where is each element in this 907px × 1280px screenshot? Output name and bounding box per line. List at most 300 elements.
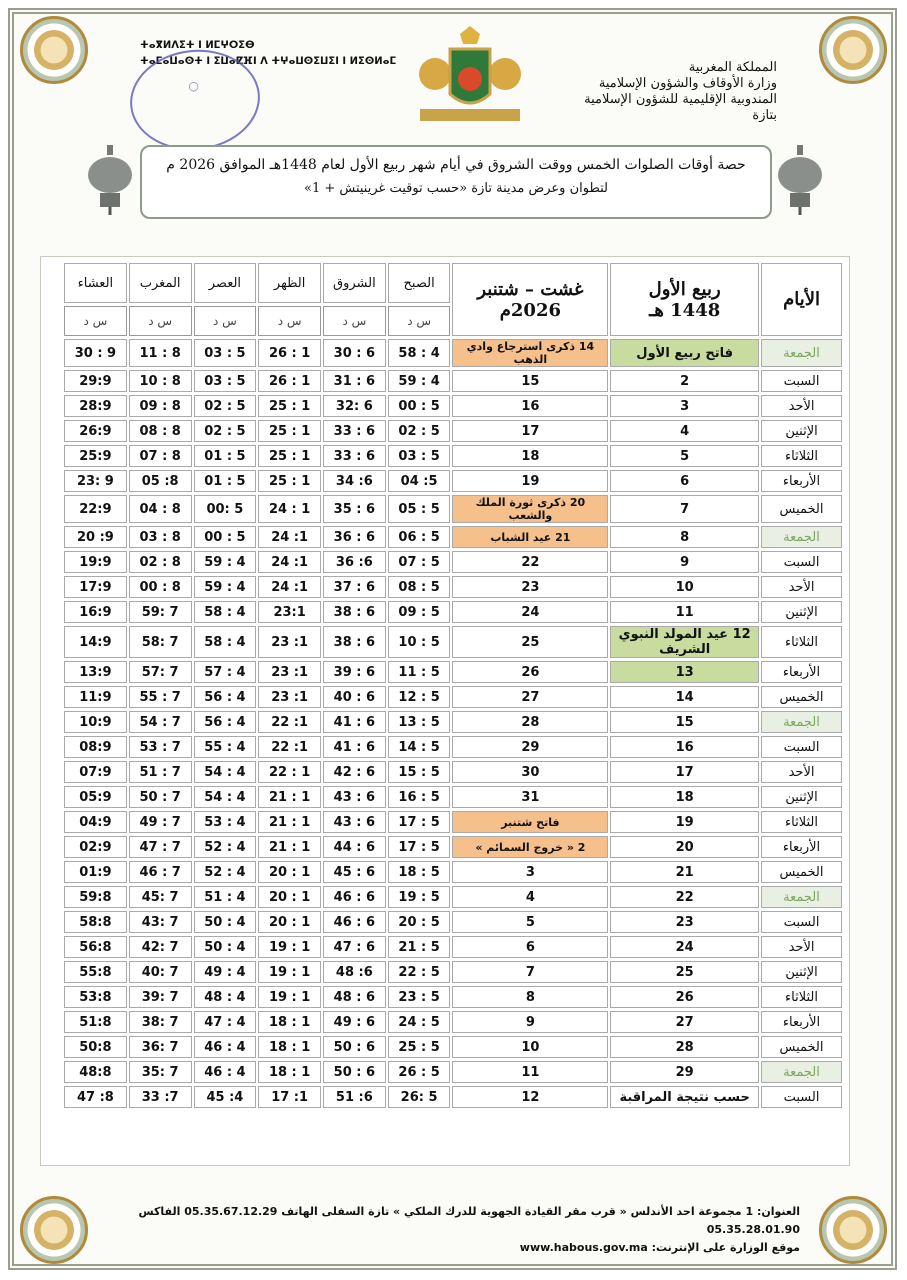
- isha-time-cell: 25:9: [64, 445, 127, 467]
- lantern-icon: [775, 145, 825, 215]
- day-cell: الأحد: [761, 395, 842, 417]
- table-row: [64, 1011, 842, 1033]
- day-cell: الخميس: [761, 686, 842, 708]
- hijri-cell: 22: [610, 886, 759, 908]
- maghrib-time-cell: 33 :7: [129, 1086, 192, 1108]
- isha-time-cell: 58:8: [64, 911, 127, 933]
- gregorian-cell: 30: [452, 761, 608, 783]
- fajr-time-cell: 17 : 5: [388, 811, 451, 833]
- gregorian-cell: 7: [452, 961, 608, 983]
- gregorian-cell: 11: [452, 1061, 608, 1083]
- shuruq-time-cell: 48 : 6: [323, 986, 386, 1008]
- shuruq-time-cell: 41 : 6: [323, 736, 386, 758]
- day-cell: الأربعاء: [761, 836, 842, 858]
- asr-time-cell: 02 : 5: [194, 395, 257, 417]
- day-cell: الأربعاء: [761, 1011, 842, 1033]
- header-hijri: [610, 263, 759, 336]
- asr-time-cell: 02 : 5: [194, 420, 257, 442]
- maghrib-time-cell: 07 : 8: [129, 445, 192, 467]
- shuruq-time-cell: 48 :6: [323, 961, 386, 983]
- hijri-cell: 21: [610, 861, 759, 883]
- asr-time-cell: 50 : 4: [194, 911, 257, 933]
- dhuhr-time-cell: 22 : 1: [258, 761, 321, 783]
- maghrib-time-cell: 00 : 8: [129, 576, 192, 598]
- fajr-time-cell: 13 : 5: [388, 711, 451, 733]
- shuruq-time-cell: 30 : 6: [323, 339, 386, 367]
- gregorian-cell: 23: [452, 576, 608, 598]
- hijri-cell: 12 عيد المولد النبوي الشريف: [610, 626, 759, 658]
- hijri-cell: 5: [610, 445, 759, 467]
- ministry-line: وزارة الأوقاف والشؤون الإسلامية: [598, 76, 777, 91]
- hijri-cell: 29: [610, 1061, 759, 1083]
- unit-label: س د: [388, 306, 451, 336]
- isha-time-cell: 01:9: [64, 861, 127, 883]
- dhuhr-time-cell: 18 : 1: [258, 1011, 321, 1033]
- dhuhr-time-cell: 19 : 1: [258, 961, 321, 983]
- asr-time-cell: 46 : 4: [194, 1036, 257, 1058]
- gregorian-cell: 10: [452, 1036, 608, 1058]
- hijri-cell: فاتح ربيع الأول: [610, 339, 759, 367]
- shuruq-time-cell: 38 : 6: [323, 626, 386, 658]
- isha-time-cell: 17:9: [64, 576, 127, 598]
- asr-time-cell: 54 : 4: [194, 786, 257, 808]
- footer-site-label: موقع الوزارة على الإنترنت:: [651, 1241, 800, 1254]
- hijri-cell: 19: [610, 811, 759, 833]
- asr-time-cell: 45 :4: [194, 1086, 257, 1108]
- hijri-cell: 10: [610, 576, 759, 598]
- isha-time-cell: 02:9: [64, 836, 127, 858]
- shuruq-time-cell: 33 : 6: [323, 445, 386, 467]
- maghrib-time-cell: 05 :8: [129, 470, 192, 492]
- fajr-time-cell: 09 : 5: [388, 601, 451, 623]
- day-cell: الخميس: [761, 1036, 842, 1058]
- hijri-cell: 24: [610, 936, 759, 958]
- shuruq-time-cell: 35 : 6: [323, 495, 386, 523]
- footer-website-line: [110, 1239, 800, 1257]
- table-row: [64, 370, 842, 392]
- dhuhr-time-cell: 21 : 1: [258, 836, 321, 858]
- prayer-times-table-container: [40, 256, 850, 1166]
- isha-time-cell: 56:8: [64, 936, 127, 958]
- footer-address: العنوان: 1 مجموعة احد الأندلس « قرب مقر القيادة الجهوية للدرك الملكي » تازة السفلى الهاتف 05.35.67.12.29 الفاكس 05.35.28.01.90: [138, 1205, 800, 1236]
- amazigh-line: ⵜⴰⵎⴰⵡⴰⵙⵜ ⵏ ⵉⵡⴰⵇⴼⵏ ⴷ ⵜⵖⴰⵡⵙⵉⵡⵉⵏ ⵏ ⵍⵉⵙⵍⴰⵎ: [140, 56, 397, 67]
- shuruq-time-cell: 36 :6: [323, 551, 386, 573]
- dhuhr-time-cell: 22 :1: [258, 736, 321, 758]
- isha-time-cell: 59:8: [64, 886, 127, 908]
- shuruq-time-cell: 39 : 6: [323, 661, 386, 683]
- dhuhr-time-cell: 25 : 1: [258, 395, 321, 417]
- shuruq-time-cell: 34 :6: [323, 470, 386, 492]
- hijri-cell: 15: [610, 711, 759, 733]
- table-row: [64, 526, 842, 548]
- table-row: [64, 420, 842, 442]
- official-stamp: ◯: [125, 43, 265, 156]
- fajr-time-cell: 04 :5: [388, 470, 451, 492]
- gregorian-cell: 24: [452, 601, 608, 623]
- dhuhr-time-cell: 23 :1: [258, 686, 321, 708]
- table-row: [64, 736, 842, 758]
- gregorian-cell: 28: [452, 711, 608, 733]
- maghrib-time-cell: 51 : 7: [129, 761, 192, 783]
- dhuhr-time-cell: 24 :1: [258, 551, 321, 573]
- fajr-time-cell: 22 : 5: [388, 961, 451, 983]
- asr-time-cell: 47 : 4: [194, 1011, 257, 1033]
- day-cell: الأحد: [761, 576, 842, 598]
- table-row: [64, 686, 842, 708]
- gregorian-cell: 20 ذكرى ثورة الملك والشعب: [452, 495, 608, 523]
- fajr-time-cell: 03 : 5: [388, 445, 451, 467]
- table-row: [64, 711, 842, 733]
- gregorian-cell: فاتح شتنبر: [452, 811, 608, 833]
- ministry-line: بتازة: [752, 108, 777, 123]
- table-row: [64, 986, 842, 1008]
- fajr-time-cell: 11 : 5: [388, 661, 451, 683]
- maghrib-time-cell: 40: 7: [129, 961, 192, 983]
- maghrib-time-cell: 39: 7: [129, 986, 192, 1008]
- day-cell: الخميس: [761, 495, 842, 523]
- fajr-time-cell: 23 : 5: [388, 986, 451, 1008]
- fajr-time-cell: 26: 5: [388, 1086, 451, 1108]
- header-fajr: الصبح: [388, 263, 451, 303]
- isha-time-cell: 11:9: [64, 686, 127, 708]
- table-row: [64, 661, 842, 683]
- isha-time-cell: 20 :9: [64, 526, 127, 548]
- isha-time-cell: 29:9: [64, 370, 127, 392]
- day-cell: الأحد: [761, 936, 842, 958]
- isha-time-cell: 23: 9: [64, 470, 127, 492]
- table-row: [64, 861, 842, 883]
- isha-time-cell: 28:9: [64, 395, 127, 417]
- isha-time-cell: 10:9: [64, 711, 127, 733]
- day-cell: الثلاثاء: [761, 626, 842, 658]
- isha-time-cell: 50:8: [64, 1036, 127, 1058]
- isha-time-cell: 26:9: [64, 420, 127, 442]
- table-row: [64, 836, 842, 858]
- table-row: [64, 576, 842, 598]
- header-maghrib: المغرب: [129, 263, 192, 303]
- gregorian-cell: 31: [452, 786, 608, 808]
- fajr-time-cell: 25 : 5: [388, 1036, 451, 1058]
- table-row: [64, 911, 842, 933]
- maghrib-time-cell: 57: 7: [129, 661, 192, 683]
- dhuhr-time-cell: 24 :1: [258, 526, 321, 548]
- gregorian-cell: 14 ذكرى استرجاع وادي الذهب: [452, 339, 608, 367]
- shuruq-time-cell: 36 : 6: [323, 526, 386, 548]
- day-cell: السبت: [761, 370, 842, 392]
- day-cell: الأحد: [761, 761, 842, 783]
- dhuhr-time-cell: 22 :1: [258, 711, 321, 733]
- title-line: حصة أوقات الصلوات الخمس ووقت الشروق في أيام شهر ربيع الأول لعام 1448هـ الموافق 2026 م: [166, 157, 746, 173]
- dhuhr-time-cell: 25 : 1: [258, 420, 321, 442]
- gregorian-cell: 26: [452, 661, 608, 683]
- ministry-block: [584, 60, 777, 124]
- shuruq-time-cell: 33 : 6: [323, 420, 386, 442]
- maghrib-time-cell: 58: 7: [129, 626, 192, 658]
- maghrib-time-cell: 55 : 7: [129, 686, 192, 708]
- fajr-time-cell: 19 : 5: [388, 886, 451, 908]
- shuruq-time-cell: 50 : 6: [323, 1061, 386, 1083]
- asr-time-cell: 03 : 5: [194, 339, 257, 367]
- isha-time-cell: 30 : 9: [64, 339, 127, 367]
- fajr-time-cell: 20 : 5: [388, 911, 451, 933]
- gregorian-cell: 21 عيد الشباب: [452, 526, 608, 548]
- asr-time-cell: 52 : 4: [194, 861, 257, 883]
- table-row: [64, 470, 842, 492]
- dhuhr-time-cell: 24 :1: [258, 576, 321, 598]
- shuruq-time-cell: 43 : 6: [323, 811, 386, 833]
- table-header-row: [64, 263, 842, 303]
- shuruq-time-cell: 40 : 6: [323, 686, 386, 708]
- day-cell: الأربعاء: [761, 470, 842, 492]
- isha-time-cell: 51:8: [64, 1011, 127, 1033]
- isha-time-cell: 55:8: [64, 961, 127, 983]
- asr-time-cell: 51 : 4: [194, 886, 257, 908]
- gregorian-cell: 17: [452, 420, 608, 442]
- gregorian-cell: 6: [452, 936, 608, 958]
- asr-time-cell: 03 : 5: [194, 370, 257, 392]
- dhuhr-time-cell: 17 :1: [258, 1086, 321, 1108]
- day-cell: الجمعة: [761, 339, 842, 367]
- maghrib-time-cell: 04 : 8: [129, 495, 192, 523]
- dhuhr-time-cell: 23 :1: [258, 661, 321, 683]
- hijri-cell: 3: [610, 395, 759, 417]
- hijri-cell: 4: [610, 420, 759, 442]
- table-row: [64, 936, 842, 958]
- gregorian-cell: 25: [452, 626, 608, 658]
- asr-time-cell: 55 : 4: [194, 736, 257, 758]
- fajr-time-cell: 00 : 5: [388, 395, 451, 417]
- shuruq-time-cell: 50 : 6: [323, 1036, 386, 1058]
- gregorian-cell: 22: [452, 551, 608, 573]
- hijri-year: 1448 هـ: [649, 299, 721, 321]
- hijri-cell: 20: [610, 836, 759, 858]
- fajr-time-cell: 02 : 5: [388, 420, 451, 442]
- gregorian-cell: 12: [452, 1086, 608, 1108]
- fajr-time-cell: 14 : 5: [388, 736, 451, 758]
- maghrib-time-cell: 43: 7: [129, 911, 192, 933]
- table-row: [64, 886, 842, 908]
- corner-ornament: [20, 1196, 88, 1264]
- hijri-cell: 9: [610, 551, 759, 573]
- gregorian-cell: 9: [452, 1011, 608, 1033]
- day-cell: الثلاثاء: [761, 986, 842, 1008]
- dhuhr-time-cell: 26 : 1: [258, 370, 321, 392]
- asr-time-cell: 46 : 4: [194, 1061, 257, 1083]
- dhuhr-time-cell: 20 : 1: [258, 886, 321, 908]
- maghrib-time-cell: 45: 7: [129, 886, 192, 908]
- prayer-times-table: [62, 260, 844, 1111]
- fajr-time-cell: 16 : 5: [388, 786, 451, 808]
- shuruq-time-cell: 32: 6: [323, 395, 386, 417]
- asr-time-cell: 00: 5: [194, 495, 257, 523]
- dhuhr-time-cell: 18 : 1: [258, 1061, 321, 1083]
- shuruq-time-cell: 49 : 6: [323, 1011, 386, 1033]
- gregorian-cell: 15: [452, 370, 608, 392]
- maghrib-time-cell: 03 : 8: [129, 526, 192, 548]
- table-row: [64, 445, 842, 467]
- fajr-time-cell: 59 : 4: [388, 370, 451, 392]
- unit-label: س د: [194, 306, 257, 336]
- table-row: [64, 786, 842, 808]
- table-row: [64, 761, 842, 783]
- asr-time-cell: 59 : 4: [194, 576, 257, 598]
- gregorian-cell: 5: [452, 911, 608, 933]
- fajr-time-cell: 12 : 5: [388, 686, 451, 708]
- asr-time-cell: 52 : 4: [194, 836, 257, 858]
- maghrib-time-cell: 53 : 7: [129, 736, 192, 758]
- fajr-time-cell: 26 : 5: [388, 1061, 451, 1083]
- header: [20, 20, 887, 130]
- asr-time-cell: 57 : 4: [194, 661, 257, 683]
- ministry-line: المندوبية الإقليمية للشؤون الإسلامية: [584, 92, 777, 107]
- maghrib-time-cell: 10 : 8: [129, 370, 192, 392]
- shuruq-time-cell: 41 : 6: [323, 711, 386, 733]
- fajr-time-cell: 06 : 5: [388, 526, 451, 548]
- gregorian-cell: 19: [452, 470, 608, 492]
- asr-time-cell: 59 : 4: [194, 551, 257, 573]
- hijri-cell: حسب نتيجة المراقبة: [610, 1086, 759, 1108]
- asr-time-cell: 56 : 4: [194, 711, 257, 733]
- day-cell: الإثنين: [761, 961, 842, 983]
- maghrib-time-cell: 49 : 7: [129, 811, 192, 833]
- dhuhr-time-cell: 24 : 1: [258, 495, 321, 523]
- isha-time-cell: 16:9: [64, 601, 127, 623]
- asr-time-cell: 00 : 5: [194, 526, 257, 548]
- table-row: [64, 1036, 842, 1058]
- dhuhr-time-cell: 26 : 1: [258, 339, 321, 367]
- maghrib-time-cell: 02 : 8: [129, 551, 192, 573]
- asr-time-cell: 58 : 4: [194, 626, 257, 658]
- header-asr: العصر: [194, 263, 257, 303]
- gregorian-cell: 29: [452, 736, 608, 758]
- hijri-cell: 14: [610, 686, 759, 708]
- hijri-cell: 8: [610, 526, 759, 548]
- shuruq-time-cell: 46 : 6: [323, 886, 386, 908]
- greg-year: 2026م: [499, 299, 562, 321]
- asr-time-cell: 01 : 5: [194, 445, 257, 467]
- isha-time-cell: 53:8: [64, 986, 127, 1008]
- day-cell: السبت: [761, 551, 842, 573]
- dhuhr-time-cell: 25 : 1: [258, 470, 321, 492]
- isha-time-cell: 22:9: [64, 495, 127, 523]
- shuruq-time-cell: 37 : 6: [323, 576, 386, 598]
- maghrib-time-cell: 46 : 7: [129, 861, 192, 883]
- day-cell: السبت: [761, 911, 842, 933]
- unit-label: س د: [258, 306, 321, 336]
- dhuhr-time-cell: 20 : 1: [258, 911, 321, 933]
- isha-time-cell: 19:9: [64, 551, 127, 573]
- day-cell: السبت: [761, 1086, 842, 1108]
- lantern-icon: [85, 145, 135, 215]
- header-dhuhr: الظهر: [258, 263, 321, 303]
- gregorian-cell: 16: [452, 395, 608, 417]
- footer-site-link[interactable]: www.habous.gov.ma: [519, 1241, 648, 1254]
- maghrib-time-cell: 09 : 8: [129, 395, 192, 417]
- shuruq-time-cell: 42 : 6: [323, 761, 386, 783]
- gregorian-cell: 3: [452, 861, 608, 883]
- title-box: [140, 145, 772, 219]
- shuruq-time-cell: 31 : 6: [323, 370, 386, 392]
- shuruq-time-cell: 44 : 6: [323, 836, 386, 858]
- table-row: [64, 395, 842, 417]
- day-cell: الجمعة: [761, 1061, 842, 1083]
- day-cell: الجمعة: [761, 526, 842, 548]
- fajr-time-cell: 08 : 5: [388, 576, 451, 598]
- dhuhr-time-cell: 19 : 1: [258, 986, 321, 1008]
- day-cell: الإثنين: [761, 420, 842, 442]
- dhuhr-time-cell: 21 : 1: [258, 786, 321, 808]
- table-row: [64, 551, 842, 573]
- maghrib-time-cell: 50 : 7: [129, 786, 192, 808]
- asr-time-cell: 49 : 4: [194, 961, 257, 983]
- shuruq-time-cell: 45 : 6: [323, 861, 386, 883]
- hijri-cell: 13: [610, 661, 759, 683]
- hijri-cell: 11: [610, 601, 759, 623]
- table-row: [64, 1086, 842, 1108]
- isha-time-cell: 47 :8: [64, 1086, 127, 1108]
- asr-time-cell: 54 : 4: [194, 761, 257, 783]
- fajr-time-cell: 58 : 4: [388, 339, 451, 367]
- day-cell: الثلاثاء: [761, 811, 842, 833]
- fajr-time-cell: 17 : 5: [388, 836, 451, 858]
- gregorian-cell: 2 « خروج السمائم »: [452, 836, 608, 858]
- isha-time-cell: 14:9: [64, 626, 127, 658]
- coat-of-arms-icon: [415, 24, 525, 126]
- header-shuruq: الشروق: [323, 263, 386, 303]
- isha-time-cell: 13:9: [64, 661, 127, 683]
- fajr-time-cell: 10 : 5: [388, 626, 451, 658]
- corner-ornament: [819, 1196, 887, 1264]
- maghrib-time-cell: 38: 7: [129, 1011, 192, 1033]
- dhuhr-time-cell: 20 : 1: [258, 861, 321, 883]
- footer: [110, 1203, 800, 1257]
- dhuhr-time-cell: 21 : 1: [258, 811, 321, 833]
- shuruq-time-cell: 47 : 6: [323, 936, 386, 958]
- dhuhr-time-cell: 23 :1: [258, 626, 321, 658]
- hijri-cell: 27: [610, 1011, 759, 1033]
- dhuhr-time-cell: 25 : 1: [258, 445, 321, 467]
- asr-time-cell: 58 : 4: [194, 601, 257, 623]
- hijri-cell: 6: [610, 470, 759, 492]
- unit-label: س د: [129, 306, 192, 336]
- fajr-time-cell: 05 : 5: [388, 495, 451, 523]
- asr-time-cell: 53 : 4: [194, 811, 257, 833]
- dhuhr-time-cell: 23:1: [258, 601, 321, 623]
- hijri-cell: 26: [610, 986, 759, 1008]
- hijri-cell: 2: [610, 370, 759, 392]
- shuruq-time-cell: 38 : 6: [323, 601, 386, 623]
- day-cell: الإثنين: [761, 601, 842, 623]
- table-row: [64, 495, 842, 523]
- isha-time-cell: 07:9: [64, 761, 127, 783]
- hijri-cell: 25: [610, 961, 759, 983]
- subtitle-line: لتطوان وعرض مدينة تازة «حسب توقيت غرينيتش + 1»: [303, 181, 609, 196]
- hijri-cell: 16: [610, 736, 759, 758]
- greg-months: غشت – شتنبر: [477, 278, 584, 300]
- maghrib-time-cell: 59: 7: [129, 601, 192, 623]
- isha-time-cell: 48:8: [64, 1061, 127, 1083]
- fajr-time-cell: 24 : 5: [388, 1011, 451, 1033]
- dhuhr-time-cell: 19 : 1: [258, 936, 321, 958]
- maghrib-time-cell: 47 : 7: [129, 836, 192, 858]
- table-row: [64, 601, 842, 623]
- day-cell: الإثنين: [761, 786, 842, 808]
- day-cell: الثلاثاء: [761, 445, 842, 467]
- header-isha: العشاء: [64, 263, 127, 303]
- table-row: [64, 811, 842, 833]
- hijri-cell: 17: [610, 761, 759, 783]
- maghrib-time-cell: 11 : 8: [129, 339, 192, 367]
